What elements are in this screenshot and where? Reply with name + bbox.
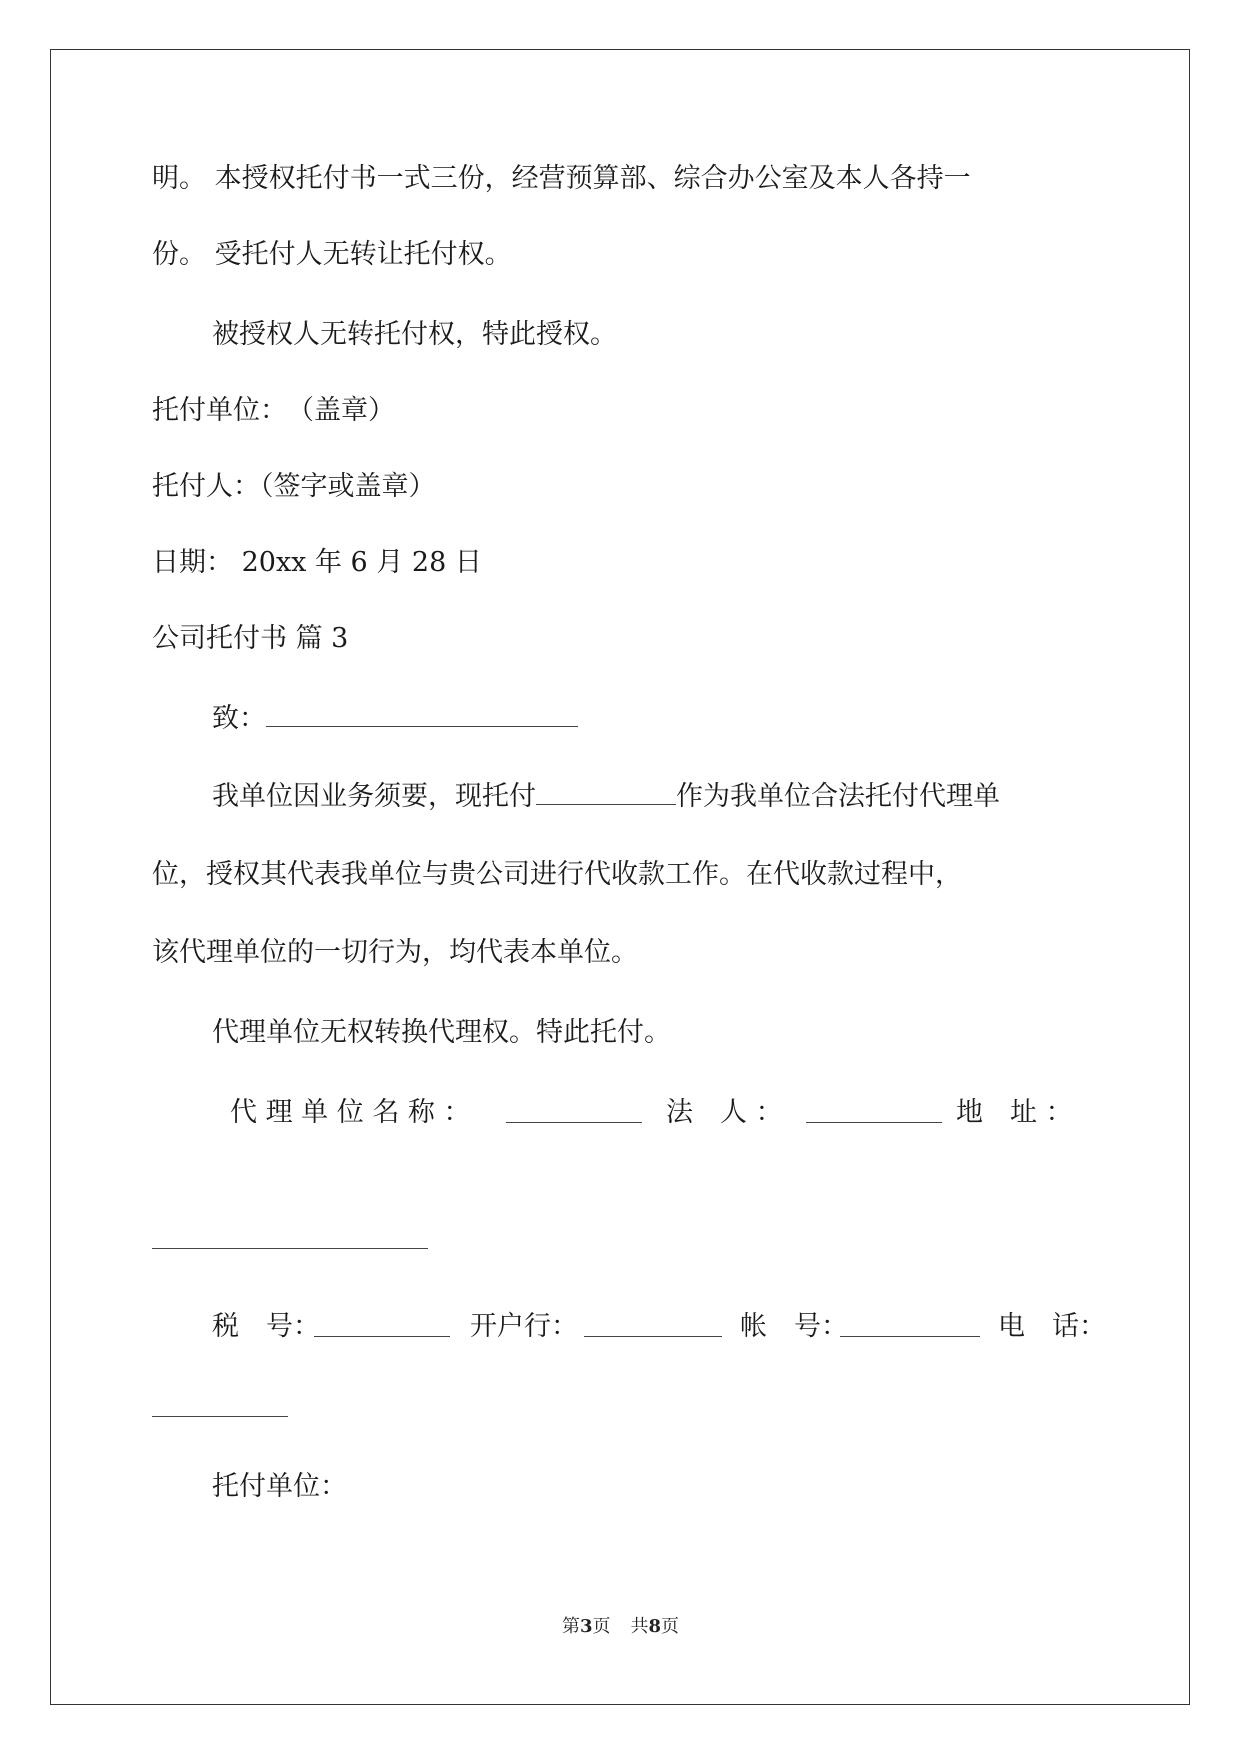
footer-suffix: 页 <box>661 1616 680 1637</box>
paragraph-line: 份。 受托付人无转让托付权。 <box>152 239 512 270</box>
address-label: 地 址 ： <box>956 1097 1073 1128</box>
section-title: 公司托付书 篇 3 <box>152 623 349 654</box>
page-footer <box>0 1612 1241 1638</box>
address-blank <box>152 1226 428 1249</box>
to-label: 致： <box>212 703 266 734</box>
paragraph-line: 该代理单位的一切行为，均代表本单位。 <box>152 937 638 968</box>
body-text: 作为我单位合法托付代理单 <box>676 781 1000 812</box>
paragraph-line: 明。 本授权托付书一式三份，经营预算部、综合办公室及本人各持一 <box>152 163 971 194</box>
agent-blank <box>536 782 676 805</box>
bank-blank <box>584 1314 722 1337</box>
entrust-unit-line: 托付单位： （盖章） <box>152 395 395 426</box>
legal-person-blank <box>806 1100 942 1123</box>
entrust-person-line: 托付人：（签字或盖章） <box>152 471 436 502</box>
tax-blank <box>314 1314 450 1337</box>
paragraph-line: 代理单位无权转换代理权。特此托付。 <box>212 1017 671 1048</box>
to-blank <box>266 704 578 727</box>
account-blank <box>840 1314 980 1337</box>
phone-label: 电 话： <box>998 1311 1106 1342</box>
footer-total-prefix: 共 <box>630 1616 649 1637</box>
paragraph-line: 位，授权其代表我单位与贵公司进行代收款工作。在代收款过程中， <box>152 859 962 890</box>
paragraph-line: 被授权人无转托付权，特此授权。 <box>212 319 617 350</box>
footer-page-number: 3 <box>579 1616 593 1637</box>
date-line: 日期： 20xx 年 6 月 28 日 <box>152 547 482 578</box>
bank-label: 开户行： <box>470 1311 578 1342</box>
agent-name-label: 代 理 单 位 名 称 ： <box>230 1097 471 1128</box>
agent-name-blank <box>506 1100 642 1123</box>
tax-label: 税 号： <box>212 1311 320 1342</box>
footer-total-pages: 8 <box>648 1616 662 1637</box>
body-text: 我单位因业务须要，现托付 <box>212 781 536 812</box>
account-label: 帐 号： <box>740 1311 848 1342</box>
legal-person-label: 法 人 ： <box>666 1097 783 1128</box>
sign-unit-label: 托付单位： <box>212 1471 347 1502</box>
to-line <box>212 702 578 736</box>
footer-prefix: 第 <box>561 1616 580 1637</box>
phone-blank <box>152 1394 288 1417</box>
body-line <box>212 780 1000 814</box>
footer-mid: 页 <box>592 1616 611 1637</box>
